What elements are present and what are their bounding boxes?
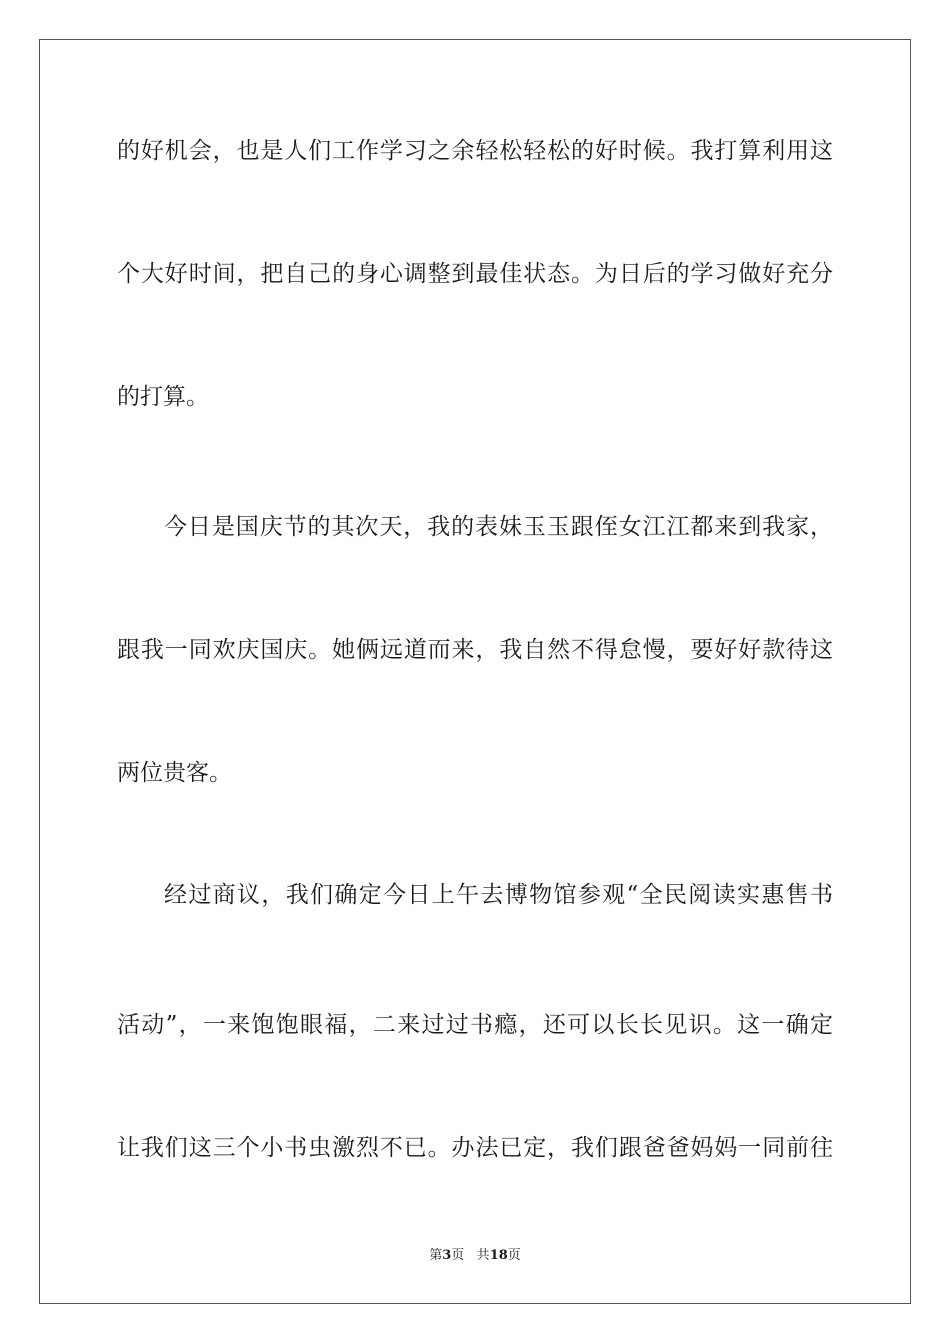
body-text-line: 的打算。 [117,384,209,410]
page-footer [0,1247,950,1265]
body-text-line: 跟我一同欢庆国庆。她俩远道而来，我自然不得怠慢，要好好款待这 [117,637,833,663]
paragraph-first-line: 今日是国庆节的其次天，我的表妹玉玉跟侄女江江都来到我家， [164,514,833,540]
total-suffix: 页 [507,1248,521,1263]
body-text-line: 的好机会，也是人们工作学习之余轻松轻松的好时候。我打算利用这 [117,138,833,164]
body-text-line: 个大好时间，把自己的身心调整到最佳状态。为日后的学习做好充分 [117,261,833,287]
body-text-line: 两位贵客。 [117,760,232,786]
page-prefix: 第 [429,1248,443,1263]
page-border [39,39,911,1304]
page-suffix: 页 [451,1248,465,1263]
body-text-line: 活动”，一来饱饱眼福，二来过过书瘾，还可以长长见识。这一确定 [117,1012,833,1038]
paragraph-first-line: 经过商议，我们确定今日上午去博物馆参观“全民阅读实惠售书 [164,882,833,908]
page-number: 3 [442,1248,452,1263]
total-pages: 18 [489,1248,508,1263]
total-prefix: 共 [476,1248,490,1263]
body-text-line: 让我们这三个小书虫激烈不已。办法已定，我们跟爸爸妈妈一同前往 [117,1135,833,1161]
